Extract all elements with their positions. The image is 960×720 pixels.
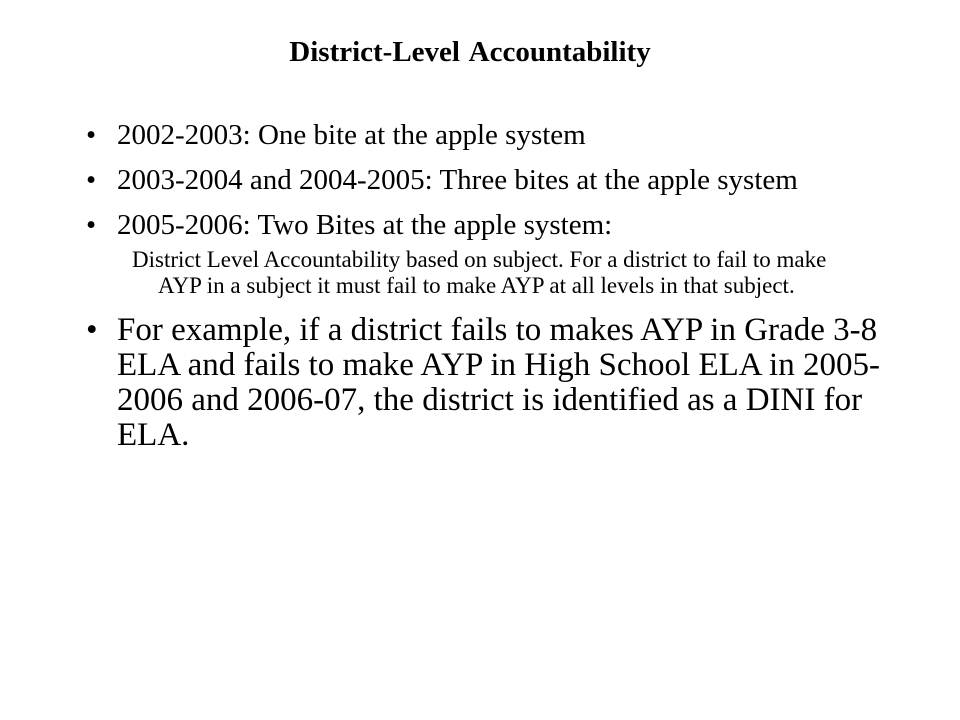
slide-title: District-Level Accountability — [289, 36, 651, 68]
bullet-list — [86, 120, 886, 467]
bullet-item: • 2005-2006: Two Bites at the apple system: — [86, 210, 886, 241]
bullet-item: • 2002-2003: One bite at the apple system — [86, 120, 886, 151]
example-bullet: • For example, if a district fails to makes AYP in Grade 3-8 ELA and fails to make AYP in High School ELA in 2005-2006 and 2006-07, the district is identified as a DINI for ELA. — [86, 313, 886, 453]
sub-bullet-text: District Level Accountability based on subject. For a district to fail to make AYP in a subject it must fail to make AYP at all levels in that subject. — [132, 247, 827, 298]
bullet-item: • 2003-2004 and 2004-2005: Three bites at the apple system — [86, 165, 886, 196]
